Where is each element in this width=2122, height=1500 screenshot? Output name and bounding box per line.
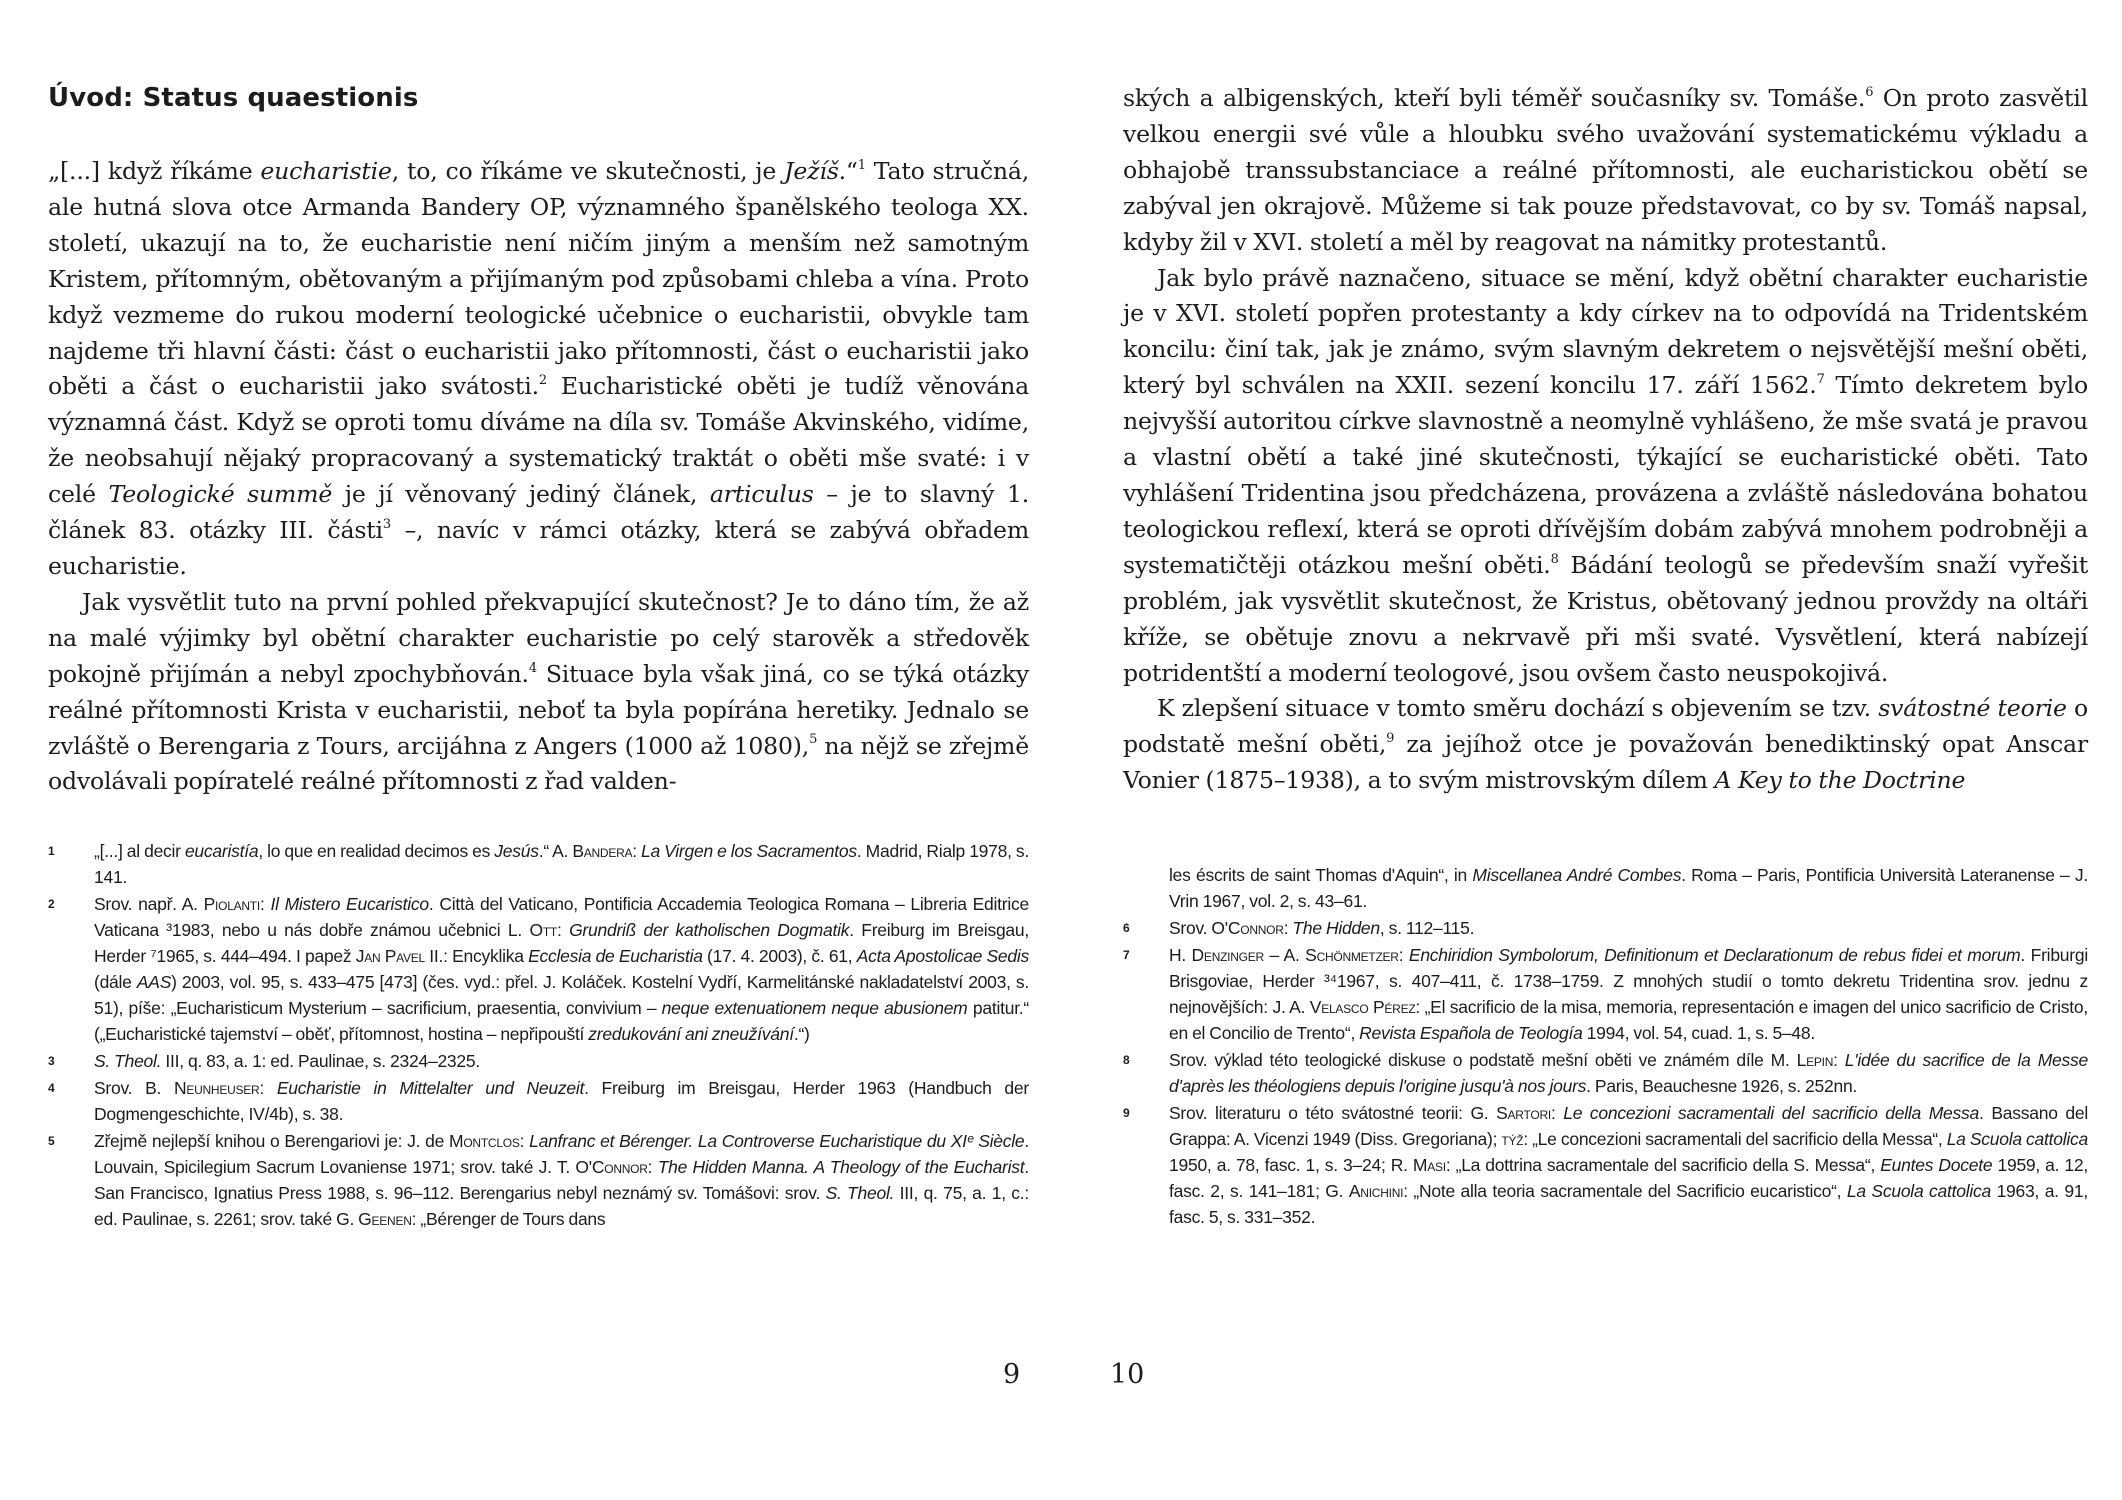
footnote: [48, 1075, 1029, 1127]
footnote: [1123, 942, 2088, 1046]
author-name: Piolanti: [203, 894, 260, 914]
author-name: Masi: [1412, 1155, 1446, 1175]
text-run: za jejíhož otce je považován benediktinský opat Anscar Vonier (1875–1938), a to svým mistrovským dílem: [1123, 730, 2088, 795]
footnote-ref[interactable]: 2: [538, 373, 547, 389]
text-run: . Louvain, Spicilegium Sacrum Lovaniense 1971; srov. také J. T.: [94, 1131, 1030, 1177]
italic-run: La Virgen e los Sacramentos: [641, 841, 857, 861]
footnote: [48, 1128, 1029, 1232]
text-run: Srov. literaturu o této svátostné teorii: G.: [1169, 1103, 1497, 1123]
footnote-ref[interactable]: 4: [528, 660, 537, 676]
page-number: 10: [1110, 1359, 1145, 1390]
footnote-ref[interactable]: 6: [1865, 84, 1874, 100]
footnote-number: 8: [1123, 1053, 1130, 1067]
text-run: . Bassano del Grappa: A. Vicenzi 1949 (Diss. Gregoriana);: [1169, 1103, 2088, 1149]
footnote-number: 4: [48, 1081, 55, 1095]
author-name: Neunheuser: [173, 1078, 260, 1098]
italic-run: L'idée du sacrifice de la Messe d'après les théologiens depuis l'origine jusqu'à nos jours: [1169, 1050, 2088, 1096]
text-run: „[...] al decir: [94, 841, 185, 861]
text-run: :: [1283, 918, 1293, 938]
text-run: patitur.“ („Eucharistické tajemství – oběť, přítomnost, hostina – nepřipouští: [94, 998, 1029, 1044]
text-run: :: [519, 1131, 530, 1151]
right-footnotes: [1123, 862, 2088, 1231]
text-run: :: [556, 920, 570, 940]
author-name: Jan Pavel: [355, 946, 425, 966]
text-run: :: [1398, 945, 1409, 965]
left-footnotes: [48, 838, 1029, 1233]
author-name: Bandera: [572, 841, 633, 861]
footnote-ref[interactable]: 9: [1386, 731, 1395, 747]
text-run: – A.: [1263, 945, 1306, 965]
text-run: : „El sacrificio de la misa, memoria, representación e imagen del unico sacrificio de Cristo, en el Concilio de Trento“,: [1169, 997, 2088, 1043]
footnote: [48, 891, 1029, 1047]
italic-run: Miscellanea André Combes: [1472, 865, 1682, 885]
italic-run: Ecclesia de Eucharistia: [528, 946, 703, 966]
italic-run: Teologické summě: [108, 480, 333, 509]
footnote-number: 6: [1123, 921, 1130, 935]
text-run: .“): [793, 1024, 810, 1044]
text-run: – je to slavný 1. článek 83. otázky III. části: [48, 480, 1030, 545]
text-run: Srov. výklad této teologické diskuse o podstatě mešní oběti ve známém díle M.: [1169, 1050, 1797, 1070]
author-name: O'Connor: [1211, 918, 1284, 938]
footnote-ref[interactable]: 8: [1550, 551, 1559, 567]
text-run: . Roma – Paris, Pontificia Università Lateranense – J. Vrin 1967, vol. 2, s. 43–61.: [1169, 865, 2088, 911]
right-body-text: [1123, 81, 2088, 799]
text-run: Zřejmě nejlepší knihou o Berengariovi je: J. de: [94, 1131, 449, 1151]
text-run: : „Le concezioni sacramentali del sacrificio della Messa“,: [1523, 1129, 1947, 1149]
text-run: . Madrid, Rialp 1978, s. 141.: [94, 841, 1030, 887]
text-run: , lo que en realidad decimos es: [258, 841, 495, 861]
italic-run: Lanfranc et Bérenger. La Controverse Eucharistique du XIᵉ Siècle: [529, 1131, 1025, 1151]
text-run: II.: Encyklika: [424, 946, 529, 966]
italic-run: Enchiridion Symbolorum, Definitionum et Declarationum de rebus fidei et morum: [1408, 945, 2021, 965]
text-run: : „Note alla teoria sacramentale del Sacrificio eucaristico“,: [1403, 1181, 1847, 1201]
italic-run: Acta Apostolicae Sedis: [856, 946, 1030, 966]
author-name: Sartori: [1496, 1103, 1551, 1123]
italic-run: articulus: [709, 480, 814, 509]
right-page: [1061, 0, 2122, 1500]
footnote: [48, 1048, 1029, 1074]
text-run: . Città del Vaticano, Pontificia Accademia Teologica Romana – Libreria Editrice Vaticana ³1983, nebo u nás dobře známou učebnici L.: [94, 894, 1029, 940]
author-name: týž: [1501, 1129, 1524, 1149]
footnote-number: 9: [1123, 1106, 1130, 1120]
text-run: . San Francisco, Ignatius Press 1988, s. 96–112. Berengarius nebyl neznámý sv. Tomášovi: srov.: [94, 1157, 1029, 1203]
italic-run: eucaristía: [184, 841, 259, 861]
text-run: :: [632, 841, 642, 861]
section-heading: Úvod: Status quaestionis: [48, 83, 419, 113]
text-run: –, navíc v rámci otázky, která se zabývá obřadem eucharistie.: [48, 516, 1029, 580]
italic-run: Ježíš: [784, 157, 839, 185]
text-run: 1950, a. 78, fasc. 1, s. 3–24; R.: [1169, 1155, 1413, 1175]
text-run: . Freiburg im Breisgau, Herder ⁷1965, s. 444–494. I papež: [94, 920, 1029, 966]
italic-run: AAS: [136, 972, 172, 992]
italic-run: Le concezioni sacramentali del sacrificio della Messa: [1563, 1103, 1980, 1123]
paragraph: [1123, 81, 2088, 261]
footnote: [1123, 915, 2088, 941]
text-run: III, q. 83, a. 1: ed. Paulinae, s. 2324–2325.: [161, 1051, 480, 1071]
italic-run: Eucharistie in Mittelalter und Neuzeit: [276, 1078, 585, 1098]
italic-run: A Key to the Doctrine: [1714, 766, 1966, 795]
text-run: Srov. např. A.: [94, 894, 204, 914]
paragraph: [1123, 691, 2088, 799]
footnote-number: 3: [48, 1054, 55, 1068]
text-run: : „La dottrina sacramentale del sacrificio della S. Messa“,: [1445, 1155, 1881, 1175]
footnote-ref[interactable]: 7: [1816, 372, 1825, 388]
footnote: [1123, 1047, 2088, 1099]
italic-run: S. Theol.: [825, 1183, 895, 1203]
paragraph: [48, 585, 1029, 800]
text-run: :: [1833, 1050, 1845, 1070]
text-run: III, q. 75, a. 1, c.: ed. Paulinae, s. 2261; srov. také G.: [94, 1183, 1029, 1229]
text-run: 1959, a. 12, fasc. 2, s. 141–181; G.: [1169, 1155, 2089, 1201]
text-run: .“: [838, 157, 858, 185]
author-name: Schönmetzer: [1305, 945, 1399, 965]
footnote-ref[interactable]: 3: [382, 516, 391, 532]
italic-run: S. Theol.: [94, 1051, 162, 1071]
text-run: 1963, a. 91, fasc. 5, s. 331–352.: [1169, 1181, 2088, 1227]
italic-run: Jesús: [494, 841, 539, 861]
text-run: , s. 112–115.: [1379, 918, 1475, 938]
text-run: (17. 4. 2003), č. 61,: [702, 946, 857, 966]
text-run: Srov. B.: [94, 1078, 174, 1098]
text-run: H.: [1169, 945, 1192, 965]
italic-run: svátostné teorie: [1878, 694, 2067, 723]
footnote: [48, 838, 1029, 890]
text-run: Srov.: [1169, 918, 1212, 938]
text-run: : „Bérenger de Tours dans: [411, 1209, 606, 1229]
text-run: Tato stručná, ale hutná slova otce Armanda Bandery OP, významného španělského teologa XX. století, ukazují na to, že eucharistie není ničím jiným a menším než samotným Kristem, přítomným, obětovaným a přijímaným pod způsobami chleba a vína. Proto když vezmeme do rukou moderní teologické učebnice o eucharistii, obvykle tam najdeme tři hlavní části: část o eucharistii jako přítomnosti, část o eucharistii jako oběti a část o eucharistii jako svátosti.: [48, 157, 1029, 401]
text-run: 1994, vol. 54, cuad. 1, s. 5–48.: [1582, 1023, 1815, 1043]
footnote-number: 5: [48, 1134, 55, 1148]
text-run: . Freiburg im Breisgau, Herder 1963 (Handbuch der Dogmengeschichte, IV/4b), s. 38.: [94, 1078, 1029, 1124]
text-run: Eucharistické oběti je tudíž věnována významná část. Když se oproti tomu díváme na díla sv. Tomáše Akvinského, vidíme, že neobsahují nějaký propracovaný a systematický traktát o oběti mše svaté: i v celé: [48, 372, 1029, 509]
footnote-ref[interactable]: 1: [857, 157, 866, 173]
text-run: .“ A.: [538, 841, 573, 861]
text-run: K zlepšení situace v tomto směru dochází s objevením se tzv.: [1157, 694, 1879, 723]
italic-run: La Scuola cattolica: [1846, 1181, 1991, 1201]
footnote-number: 2: [48, 897, 55, 911]
text-run: , to, co říkáme ve skutečnosti, je: [391, 157, 785, 185]
text-run: o podstatě mešní oběti,: [1123, 694, 2088, 759]
text-run: :: [259, 894, 271, 914]
text-run: Bádání teologů se především snaží vyřešit problém, jak vysvětlit skutečnost, že Kristus, obětovaný jednou provždy na oltáři kříže, se obětuje znovu a nekrvavě při mši svaté. Vysvětlení, která nabízejí potridentští a moderní teologové, jsou ovšem často neuspokojivá.: [1123, 550, 2088, 687]
italic-run: The Hidden: [1292, 918, 1380, 938]
text-run: les éscrits de saint Thomas d'Aquin“, in: [1169, 865, 1473, 885]
text-run: na nějž se zřejmě odvolávali popíratelé reálné přítomnosti z řad valden-: [48, 731, 1029, 796]
author-name: Velasco Pérez: [1309, 997, 1416, 1017]
page-number: 9: [1003, 1359, 1021, 1390]
paragraph: [1123, 261, 2088, 692]
footnote-number: 1: [48, 844, 55, 858]
text-run: Jak bylo právě naznačeno, situace se mění, když obětní charakter eucharistie je v XVI. století popřen protestanty a kdy církev na to odpovídá na Tridentském koncilu: činí tak, jak je známo, svým slavným dekretem o nejsvětější mešní oběti, který byl schválen na XXII. sezení koncilu 17. září 1562.: [1123, 263, 2088, 400]
italic-run: Euntes Docete: [1880, 1155, 1993, 1175]
italic-run: Grundriß der katholischen Dogmatik: [569, 920, 850, 940]
italic-run: La Scuola cattolica: [1946, 1129, 2088, 1149]
footnote-number: 7: [1123, 948, 1130, 962]
text-run: je jí věnovaný jediný článek,: [332, 480, 710, 509]
italic-run: The Hidden Manna. A Theology of the Eucharist: [657, 1157, 1025, 1177]
text-run: . Paris, Beauchesne 1926, s. 252nn.: [1586, 1076, 1858, 1096]
author-name: Lepin: [1796, 1050, 1834, 1070]
text-run: :: [647, 1157, 658, 1177]
author-name: Montclos: [449, 1131, 520, 1151]
footnote: [1123, 1100, 2088, 1230]
italic-run: neque extenuationem neque abusionem: [661, 998, 968, 1018]
paragraph: [48, 154, 1029, 585]
text-run: On proto zasvětil velkou energii své vůle a hloubku svého uvažování systematickému výkladu a obhajobě transsubstanciace a reálné přítomnosti, ale eucharistickou obětí se zabýval jen okrajově. Můžeme si tak pouze představovat, co by sv. Tomáš napsal, kdyby žil v XVI. století a měl by reagovat na námitky protestantů.: [1123, 84, 2088, 256]
text-run: ských a albigenských, kteří byli téměř současníky sv. Tomáše.: [1123, 84, 1866, 112]
text-run: . Friburgi Brisgoviae, Herder ³⁴1967, s. 407–411, č. 1738–1759. Z mnohých studií o tomto dekretu Tridentina srov. jednu z nejnovějších: J. A.: [1169, 945, 2088, 1017]
left-body-text: [48, 154, 1029, 800]
text-run: Situace byla však jiná, co se týká otázky reálné přítomnosti Krista v eucharistii, neboť ta byla popírána heretiky. Jednalo se zvláště o Berengaria z Tours, arcijáhna z Angers (1000 až 1080),: [48, 659, 1029, 760]
text-run: Jak vysvětlit tuto na první pohled překvapující skutečnost? Je to dáno tím, že až na malé výjimky byl obětní charakter eucharistie po celý starověk a středověk pokojně přijímán a nebyl zpochybňován.: [48, 587, 1029, 688]
italic-run: Il Mistero Eucaristico: [270, 894, 429, 914]
text-run: Tímto dekretem bylo nejvyšší autoritou církve slavnostně a neomylně vyhlášeno, že mše svatá je pravou a vlastní obětí a také jiné skutečnosti, týkající se eucharistické oběti. Tato vyhlášení Tridentina jsou předcházena, provázena a zvláště následována bohatou teologickou reflexí, která se oproti dřívějším dobám zabývá mnohem podrobněji a systematičtěji otázkou mešní oběti.: [1123, 371, 2088, 579]
author-name: Ott: [529, 920, 557, 940]
italic-run: eucharistie: [260, 157, 392, 185]
text-run: (dále: [94, 972, 137, 992]
author-name: Anichini: [1348, 1181, 1404, 1201]
text-run: „[...] když říkáme: [48, 157, 261, 185]
italic-run: zredukování ani zneužívání: [588, 1024, 794, 1044]
footnote-continuation: [1123, 862, 2088, 914]
author-name: Geenen: [358, 1209, 412, 1229]
text-run: :: [1550, 1103, 1564, 1123]
footnote-ref[interactable]: 5: [809, 732, 818, 748]
author-name: Denzinger: [1191, 945, 1264, 965]
author-name: O'Connor: [575, 1157, 648, 1177]
text-run: ) 2003, vol. 95, s. 433–475 [473] (čes. vyd.: přel. J. Koláček. Kostelní Vydří, Karmelitánské nakladatelství 2003, s. 51), píše: „Eucharisticum Mysterium – sacrificium, praesentia, convivium –: [94, 972, 1030, 1018]
italic-run: Revista Española de Teología: [1359, 1023, 1583, 1043]
text-run: :: [259, 1078, 277, 1098]
